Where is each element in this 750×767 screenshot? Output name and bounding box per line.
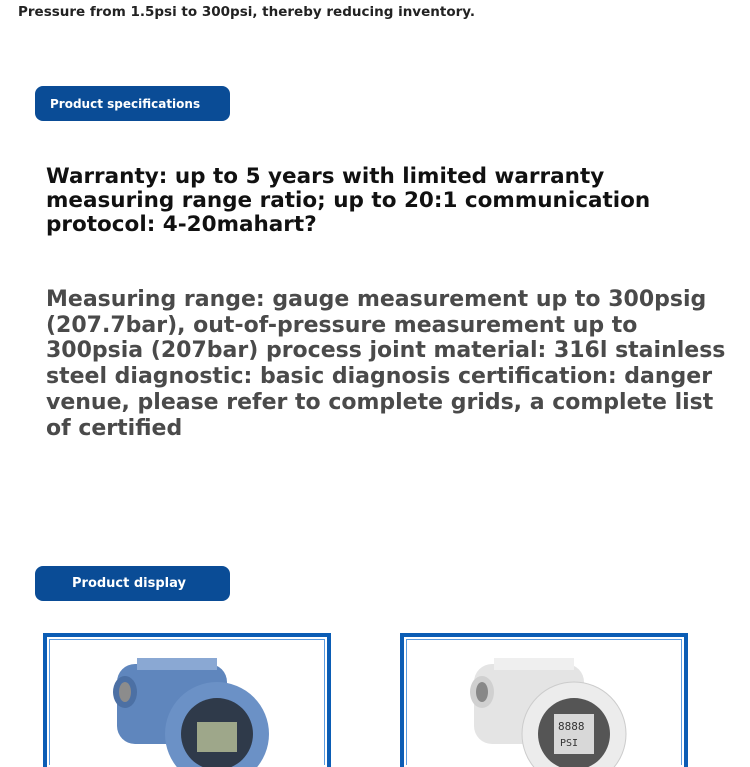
product-image-blue bbox=[43, 633, 331, 767]
svg-text:PSI: PSI bbox=[560, 738, 579, 749]
measuring-range-text: Measuring range: gauge measurement up to 300psig (207.7bar), out-of-pressure measurement up to 300psia (207bar) process joint material: 316l stainless steel diagnostic: basic diagnosis certification: danger venue, please refer to complete grids, a complete list of certified bbox=[46, 287, 726, 441]
warranty-text: Warranty: up to 5 years with limited warranty measuring range ratio; up to 20:1 communication protocol: 4-20mahart? bbox=[46, 164, 651, 237]
intro-text: Pressure from 1.5psi to 300psi, thereby reducing inventory. bbox=[18, 4, 475, 20]
product-display-header: Product display bbox=[35, 566, 230, 601]
svg-text:8888: 8888 bbox=[558, 720, 585, 733]
product-image-gray bbox=[400, 633, 688, 767]
product-specifications-header: Product specifications bbox=[35, 86, 230, 121]
